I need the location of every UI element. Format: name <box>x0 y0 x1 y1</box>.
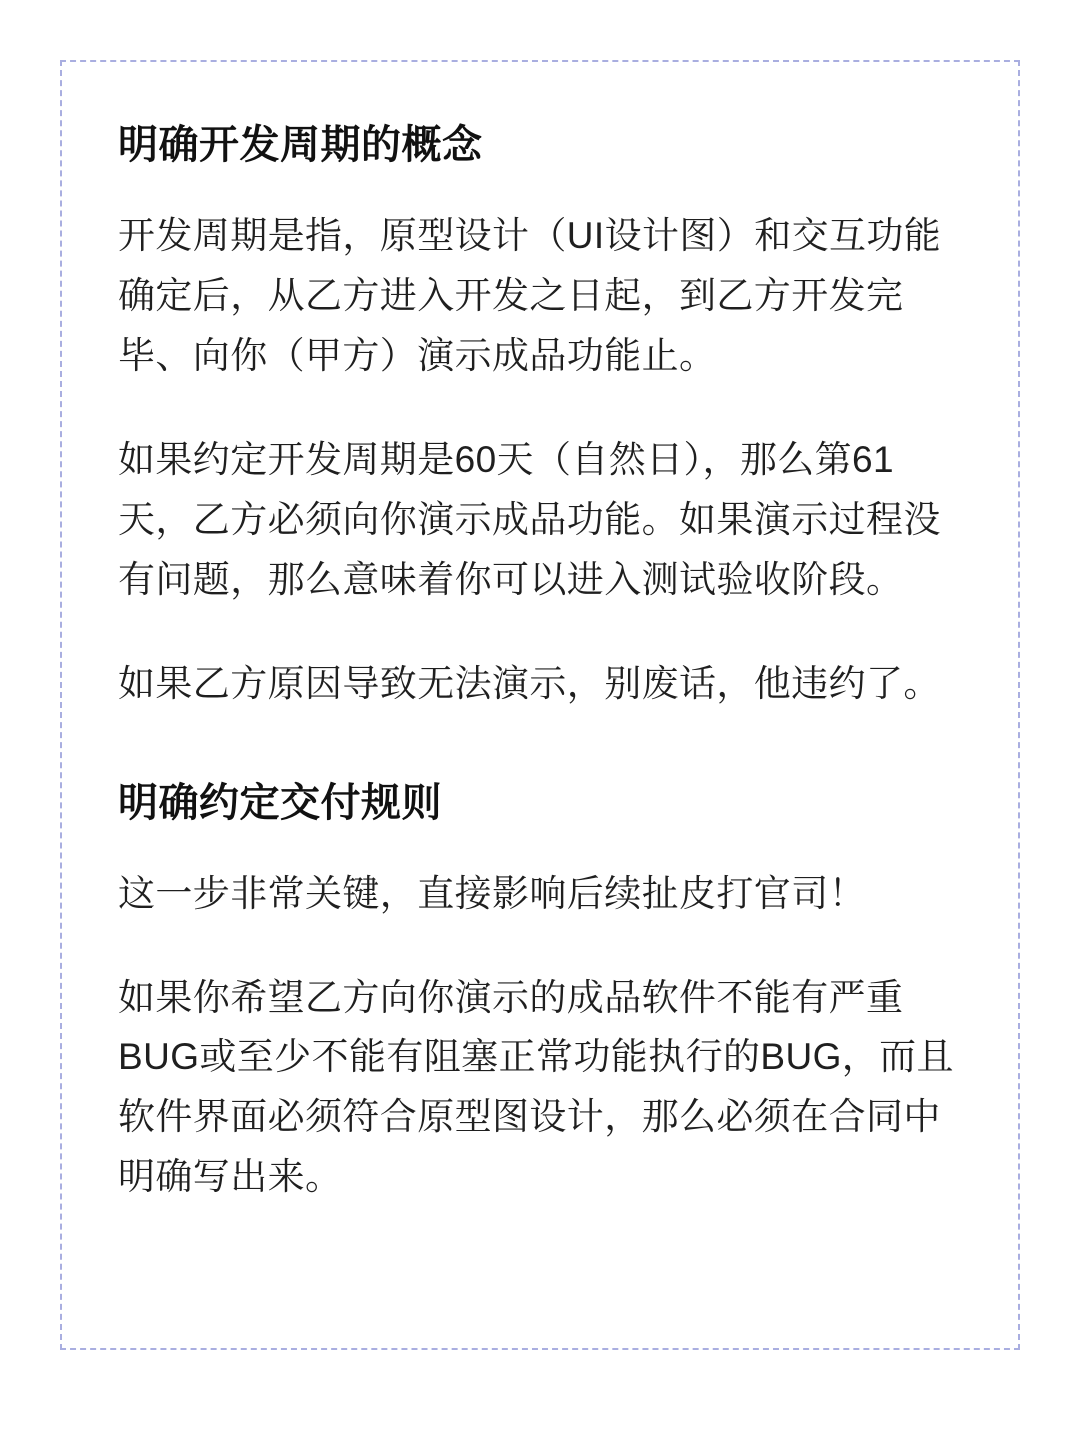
paragraph-delivery-bug-requirements: 如果你希望乙方向你演示的成品软件不能有严重BUG或至少不能有阻塞正常功能执行的BUG，而且软件界面必须符合原型图设计，那么必须在合同中明确写出来。 <box>118 976 954 1198</box>
document-content <box>58 60 1022 1207</box>
paragraph-cycle-60-days: 如果约定开发周期是60天（自然日），那么第61天，乙方必须向你演示成品功能。如果演示过程没有问题，那么意味着你可以进入测试验收阶段。 <box>118 438 941 600</box>
section-title-delivery-rules: 明确约定交付规则 <box>118 780 442 825</box>
section-title-development-cycle: 明确开发周期的概念 <box>118 123 483 167</box>
paragraph-cycle-definition: 开发周期是指，原型设计（UI设计图）和交互功能确定后，从乙方进入开发之日起，到乙方开发完毕、向你（甲方）演示成品功能止。 <box>118 215 942 376</box>
paragraph-cycle-breach: 如果乙方原因导致无法演示，别废话，他违约了。 <box>118 662 941 704</box>
paragraph-delivery-key-step: 这一步非常关键，直接影响后续扯皮打官司！ <box>118 872 866 914</box>
